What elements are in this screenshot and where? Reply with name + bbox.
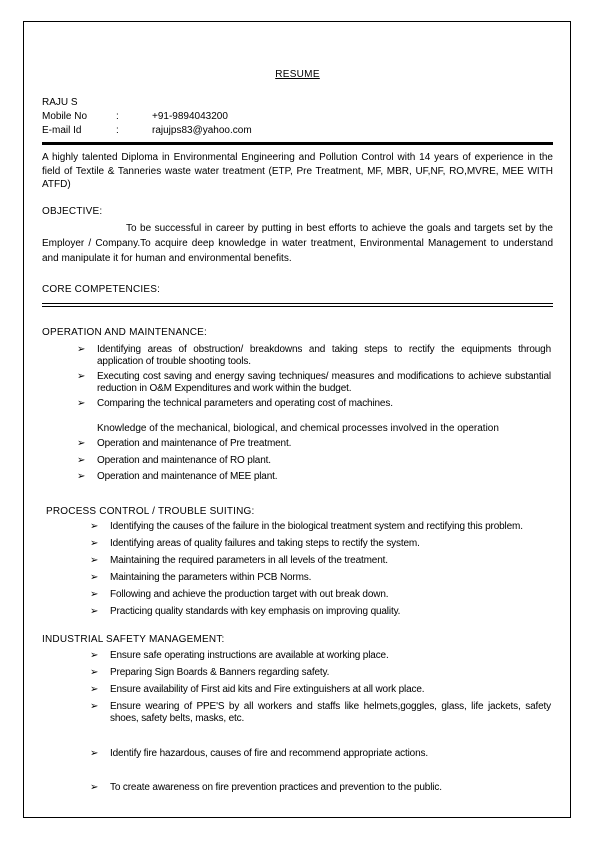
email-separator: : [116,125,119,136]
mobile-separator: : [116,111,119,122]
mobile-label: Mobile No [42,111,88,122]
objective-text: To be successful in career by putting in best efforts to achieve the goals and targets set by the Employer / Company.To acquire deep knowledge in water treatment, Environmental Management to understand and manipulate it for human and environmental benefits. [42,223,553,264]
arrow-bullet-icon: ➢ [90,667,99,678]
list-item: ➢ Maintaining the parameters within PCB Norms. [90,572,312,583]
operation-list-2 [77,438,551,483]
operation-heading: OPERATION AND MAINTENANCE: [42,327,208,338]
list-item: ➢ To create awareness on fire prevention practices and prevention to the public. [90,782,442,793]
email-value: rajujps83@yahoo.com [152,125,252,136]
arrow-bullet-icon: ➢ [90,538,99,549]
safety-heading: INDUSTRIAL SAFETY MANAGEMENT: [42,634,225,645]
arrow-bullet-icon: ➢ [90,701,99,712]
mobile-value: +91-9894043200 [152,111,228,122]
arrow-bullet-icon: ➢ [77,471,86,482]
document-title: RESUME [275,69,320,80]
operation-list [77,344,551,410]
header-divider [42,142,553,145]
arrow-bullet-icon: ➢ [90,521,99,532]
list-item: ➢ Comparing the technical parameters and operating cost of machines. [77,398,393,409]
list-item: ➢ Operation and maintenance of Pre treatment. [77,438,292,449]
objective-heading: OBJECTIVE: [42,206,103,217]
arrow-bullet-icon: ➢ [90,589,99,600]
process-control-heading: PROCESS CONTROL / TROUBLE SUITING: [46,506,255,517]
arrow-bullet-icon: ➢ [90,555,99,566]
arrow-bullet-icon: ➢ [90,684,99,695]
list-item: ➢ Ensure availability of First aid kits and Fire extinguishers at all work place. [90,684,425,695]
arrow-bullet-icon: ➢ [77,454,86,466]
core-competencies-heading: CORE COMPETENCIES: [42,284,161,295]
list-item: ➢ Preparing Sign Boards & Banners regarding safety. [90,667,330,678]
list-item: ➢ Maintaining the required parameters in all levels of the treatment. [90,555,388,566]
safety-list [90,650,551,724]
list-item: ➢ Identifying areas of obstruction/ breakdowns and taking steps to rectify the equipments through application of trouble shooting tools. [77,344,551,367]
arrow-bullet-icon: ➢ [77,344,86,355]
process-list [90,521,551,618]
safety-fire-item [90,748,551,760]
list-item: ➢ Identifying areas of quality failures and taking steps to rectify the system. [90,538,420,549]
arrow-bullet-icon: ➢ [90,572,99,583]
list-item: ➢ Ensure wearing of PPE'S by all workers and staffs like helmets,goggles, glass, life jackets, safety shoes, safety belts, masks, etc. [90,701,551,724]
list-item: ➢ Operation and maintenance of MEE plant. [77,471,278,482]
list-item: ➢ Following and achieve the production target with out break down. [90,589,389,600]
arrow-bullet-icon: ➢ [90,606,99,617]
arrow-bullet-icon: ➢ [90,782,99,793]
list-item: ➢ Identify fire hazardous, causes of fire and recommend appropriate actions. [90,748,428,759]
list-item: ➢ Operation and maintenance of RO plant. [77,454,271,466]
list-item: ➢ Executing cost saving and energy saving techniques/ measures and modifications to achieve substantial reduction in O&M Expenditures and work within the budget. [77,371,551,394]
candidate-name: RAJU S [42,97,78,108]
email-label: E-mail Id [42,125,82,136]
list-item: ➢ Practicing quality standards with key emphasis on improving quality. [90,606,401,617]
arrow-bullet-icon: ➢ [77,371,86,382]
arrow-bullet-icon: ➢ [90,748,99,759]
list-item: ➢ Ensure safe operating instructions are available at working place. [90,650,389,661]
operation-knowledge-line: Knowledge of the mechanical, biological, and chemical processes involved in the operation [97,423,499,434]
arrow-bullet-icon: ➢ [90,650,99,661]
arrow-bullet-icon: ➢ [77,438,86,449]
list-item: ➢ Identifying the causes of the failure in the biological treatment system and rectifying this problem. [90,521,523,532]
safety-awareness-item [90,782,551,794]
summary-paragraph: A highly talented Diploma in Environmental Engineering and Pollution Control with 14 years of experience in the field of Textile & Tanneries waste water treatment (ETP, Pre Treatment, MF, MBR, UF,NF, RO,MVRE, MEE WITH ATFD) [42,152,553,190]
arrow-bullet-icon: ➢ [77,398,86,409]
core-divider [42,303,553,307]
